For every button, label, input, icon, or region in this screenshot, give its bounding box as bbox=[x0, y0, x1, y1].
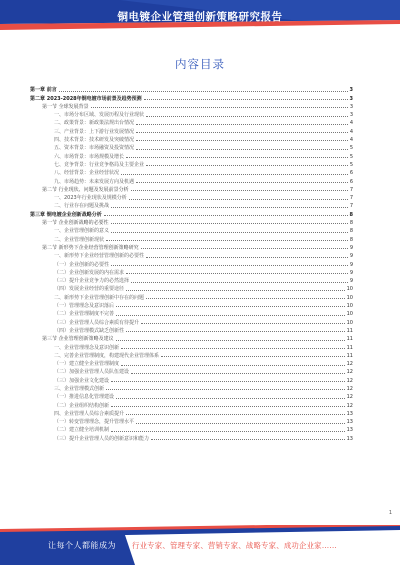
toc-leader-dots bbox=[116, 398, 345, 399]
toc-entry-page: 6 bbox=[349, 170, 353, 177]
toc-entry-label: 第二节 新形势下企业经营管理创新策略研究 bbox=[42, 244, 139, 251]
toc-entry[interactable] bbox=[30, 284, 353, 292]
toc-entry[interactable] bbox=[30, 143, 353, 151]
toc-leader-dots bbox=[111, 381, 345, 382]
toc-entry[interactable] bbox=[30, 317, 353, 325]
toc-entry[interactable] bbox=[30, 326, 353, 334]
toc-entry[interactable] bbox=[30, 126, 353, 134]
toc-entry-page: 4 bbox=[349, 137, 353, 144]
toc-entry-page: 7 bbox=[349, 186, 353, 193]
toc-entry-label: （四）发展企业经营的重要途径 bbox=[54, 286, 125, 293]
toc-entry[interactable] bbox=[30, 135, 353, 143]
toc-entry-page: 3 bbox=[349, 103, 353, 110]
toc-entry-label: （一）推进信息化管理建设 bbox=[54, 394, 115, 401]
toc-entry-label: （一）转变管理理念，提升管理水平 bbox=[54, 419, 135, 426]
toc-entry-page: 12 bbox=[346, 394, 353, 401]
toc-entry-page: 13 bbox=[346, 410, 353, 417]
toc-entry-label: （一）企业创新的必要性 bbox=[54, 261, 110, 268]
toc-leader-dots bbox=[146, 116, 348, 117]
toc-entry[interactable] bbox=[30, 201, 353, 209]
toc-entry[interactable] bbox=[30, 392, 353, 400]
toc-entry-label: 一、新形势下企业经营管理创新的必要性 bbox=[54, 253, 145, 260]
toc-entry-page: 13 bbox=[346, 435, 353, 442]
toc-entry[interactable] bbox=[30, 359, 353, 367]
toc-entry-label: 二、行业存在问题及挑战 bbox=[54, 203, 110, 210]
table-of-contents bbox=[30, 85, 353, 442]
toc-entry[interactable] bbox=[30, 384, 353, 392]
toc-entry-label: 二、完善企业管理制度，构建现代企业管理体系 bbox=[54, 352, 160, 359]
toc-entry[interactable] bbox=[30, 218, 353, 226]
toc-entry[interactable] bbox=[30, 276, 353, 284]
toc-entry[interactable] bbox=[30, 93, 353, 101]
toc-entry-label: 八、经营背景：企业经营状况 bbox=[54, 170, 120, 177]
toc-entry[interactable] bbox=[30, 168, 353, 176]
toc-entry-page: 10 bbox=[346, 286, 353, 293]
toc-entry[interactable] bbox=[30, 151, 353, 159]
toc-entry-label: 第二节 行业现状、问题及发展前景分析 bbox=[42, 186, 129, 193]
toc-leader-dots bbox=[126, 290, 345, 291]
toc-entry-page: 8 bbox=[349, 211, 353, 218]
toc-leader-dots bbox=[131, 282, 348, 283]
toc-entry[interactable] bbox=[30, 367, 353, 375]
toc-entry-label: （三）企业管理人员综合素质有待提升 bbox=[54, 319, 140, 326]
toc-entry-label: （三）提升企业竞争力的必然选择 bbox=[54, 278, 130, 285]
toc-entry[interactable] bbox=[30, 351, 353, 359]
toc-entry[interactable] bbox=[30, 292, 353, 300]
toc-entry-page: 11 bbox=[346, 344, 353, 351]
toc-entry[interactable] bbox=[30, 160, 353, 168]
toc-leader-dots bbox=[106, 389, 345, 390]
toc-entry-page: 9 bbox=[349, 269, 353, 276]
toc-leader-dots bbox=[126, 157, 348, 158]
toc-entry-label: （二）建立健全培训机制 bbox=[54, 427, 110, 434]
toc-entry-label: 一、市场分布区域、发展历程及行业现状 bbox=[54, 112, 145, 119]
toc-entry-label: 二、企业管理创新现状 bbox=[54, 236, 105, 243]
report-title: 铜电镀企业管理创新策略研究报告 bbox=[117, 11, 283, 23]
toc-entry[interactable] bbox=[30, 334, 353, 342]
toc-entry-page: 8 bbox=[349, 228, 353, 235]
toc-entry-label: （三）加强企业文化建设 bbox=[54, 377, 110, 384]
toc-entry-label: （二）企业创新发展的内在需求 bbox=[54, 269, 125, 276]
toc-entry-page: 12 bbox=[346, 377, 353, 384]
toc-entry[interactable] bbox=[30, 425, 353, 433]
toc-leader-dots bbox=[136, 149, 348, 150]
toc-entry[interactable] bbox=[30, 417, 353, 425]
toc-entry-page: 7 bbox=[349, 203, 353, 210]
toc-entry-label: 三、产业背景：上下游行业发展情况 bbox=[54, 128, 135, 135]
toc-entry[interactable] bbox=[30, 176, 353, 184]
toc-entry-page: 9 bbox=[349, 244, 353, 251]
toc-entry[interactable] bbox=[30, 375, 353, 383]
toc-entry-page: 11 bbox=[346, 327, 353, 334]
toc-entry-page: 12 bbox=[346, 369, 353, 376]
toc-leader-dots bbox=[151, 439, 345, 440]
toc-leader-dots bbox=[146, 298, 345, 299]
toc-entry-page: 12 bbox=[346, 385, 353, 392]
toc-entry-label: 九、市场趋势：未来发展方向及机遇 bbox=[54, 178, 135, 185]
toc-entry-page: 8 bbox=[349, 236, 353, 243]
toc-entry[interactable] bbox=[30, 268, 353, 276]
toc-entry-label: 第一节 企业创新战略的必要性 bbox=[42, 220, 109, 227]
toc-leader-dots bbox=[111, 406, 345, 407]
toc-entry-label: 第三节 企业管理创新策略及建议 bbox=[42, 336, 114, 343]
toc-entry-page: 6 bbox=[349, 178, 353, 185]
toc-entry-page: 9 bbox=[349, 261, 353, 268]
toc-entry-label: （三）提升企业管理人员的创新意识和能力 bbox=[54, 435, 150, 442]
toc-leader-dots bbox=[116, 315, 345, 316]
toc-entry[interactable] bbox=[30, 433, 353, 441]
toc-leader-dots bbox=[91, 107, 348, 108]
toc-entry-page: 8 bbox=[349, 220, 353, 227]
toc-entry-page: 4 bbox=[349, 120, 353, 127]
toc-leader-dots bbox=[141, 248, 348, 249]
toc-entry-label: 二、新形势下企业管理创新中存在的问题 bbox=[54, 294, 145, 301]
toc-entry[interactable] bbox=[30, 185, 353, 193]
toc-entry-page: 10 bbox=[346, 319, 353, 326]
toc-leader-dots bbox=[136, 182, 348, 183]
toc-entry[interactable] bbox=[30, 85, 353, 93]
toc-entry[interactable] bbox=[30, 110, 353, 118]
toc-entry-label: 第三章 铜电镀企业创新战略分析 bbox=[30, 211, 102, 218]
toc-entry-page: 3 bbox=[349, 87, 353, 94]
page-footer bbox=[0, 525, 400, 565]
toc-entry-page: 7 bbox=[349, 195, 353, 202]
toc-leader-dots bbox=[59, 91, 348, 92]
footer-slogan-left: 让每个人都能成为 bbox=[48, 541, 116, 550]
toc-entry-label: 四、企业管理人员综合素质提升 bbox=[54, 410, 125, 417]
toc-entry-page: 9 bbox=[349, 253, 353, 260]
toc-leader-dots bbox=[146, 257, 348, 258]
toc-entry-label: 第一章 前言 bbox=[30, 87, 57, 94]
toc-entry[interactable] bbox=[30, 234, 353, 242]
toc-entry-label: 二、政策背景：新政策法规出台情况 bbox=[54, 120, 135, 127]
toc-leader-dots bbox=[111, 207, 348, 208]
toc-entry[interactable] bbox=[30, 259, 353, 267]
toc-leader-dots bbox=[144, 99, 348, 100]
toc-entry-page: 13 bbox=[346, 419, 353, 426]
toc-entry-page: 11 bbox=[346, 336, 353, 343]
toc-entry-label: 一、2023年行业现状及规模分析 bbox=[54, 195, 127, 202]
toc-entry-label: 五、资本背景：市场融资及投资情况 bbox=[54, 145, 135, 152]
toc-leader-dots bbox=[116, 306, 345, 307]
toc-leader-dots bbox=[126, 414, 345, 415]
toc-entry-label: 四、技术背景：技术研发及突破情况 bbox=[54, 137, 135, 144]
toc-entry-label: （二）企业管理制度不完善 bbox=[54, 311, 115, 318]
toc-entry-label: 第一节 全球发展背景 bbox=[42, 103, 89, 110]
toc-entry-page: 3 bbox=[349, 95, 353, 102]
toc-entry[interactable] bbox=[30, 193, 353, 201]
toc-entry-label: （一）管理理念及意识落后 bbox=[54, 303, 115, 310]
toc-leader-dots bbox=[131, 190, 348, 191]
toc-entry[interactable] bbox=[30, 301, 353, 309]
toc-entry-label: 一、企业管理理念及意识创新 bbox=[54, 344, 120, 351]
toc-entry-page: 10 bbox=[346, 303, 353, 310]
toc-leader-dots bbox=[129, 199, 348, 200]
toc-leader-dots bbox=[111, 431, 345, 432]
toc-entry-page: 12 bbox=[346, 361, 353, 368]
toc-leader-dots bbox=[136, 423, 345, 424]
toc-entry-page: 4 bbox=[349, 128, 353, 135]
toc-entry-page: 13 bbox=[346, 427, 353, 434]
toc-entry[interactable] bbox=[30, 309, 353, 317]
page-header bbox=[0, 0, 400, 32]
toc-entry[interactable] bbox=[30, 209, 353, 217]
toc-entry-label: （二）加强企业管理人员队伍建设 bbox=[54, 369, 130, 376]
toc-entry-label: 三、企业管理模式创新 bbox=[54, 385, 105, 392]
toc-leader-dots bbox=[121, 174, 348, 175]
toc-leader-dots bbox=[111, 265, 348, 266]
toc-entry-label: 第二章 2023-2028年铜电镀市场前景及趋势预测 bbox=[30, 95, 142, 102]
toc-entry[interactable] bbox=[30, 102, 353, 110]
toc-entry-page: 5 bbox=[349, 145, 353, 152]
toc-leader-dots bbox=[136, 140, 348, 141]
toc-leader-dots bbox=[121, 365, 345, 366]
toc-leader-dots bbox=[104, 215, 348, 216]
toc-leader-dots bbox=[126, 273, 348, 274]
toc-entry-page: 10 bbox=[346, 294, 353, 301]
toc-entry-label: （一）建立健全企业管理制度 bbox=[54, 361, 120, 368]
toc-entry[interactable] bbox=[30, 400, 353, 408]
toc-entry-page: 5 bbox=[349, 153, 353, 160]
footer-slogan-right: 行业专家、管理专家、营销专家、战略专家、成功企业家…… bbox=[132, 541, 337, 550]
toc-entry-page: 10 bbox=[346, 311, 353, 318]
toc-entry[interactable] bbox=[30, 118, 353, 126]
toc-entry-label: 七、竞争背景：行业竞争格局及主要企业 bbox=[54, 161, 145, 168]
toc-entry-label: （二）企业组织结构创新 bbox=[54, 402, 110, 409]
toc-entry-label: （四）企业管理模式缺乏创新性 bbox=[54, 327, 125, 334]
toc-entry-label: 六、市场背景：市场规模及增长 bbox=[54, 153, 125, 160]
toc-leader-dots bbox=[116, 340, 345, 341]
toc-leader-dots bbox=[121, 348, 345, 349]
toc-leader-dots bbox=[106, 240, 348, 241]
toc-entry-page: 3 bbox=[349, 112, 353, 119]
toc-leader-dots bbox=[146, 165, 348, 166]
toc-entry-page: 5 bbox=[349, 161, 353, 168]
toc-entry-page: 9 bbox=[349, 278, 353, 285]
toc-leader-dots bbox=[111, 223, 348, 224]
toc-entry-page: 11 bbox=[346, 352, 353, 359]
toc-entry[interactable] bbox=[30, 251, 353, 259]
toc-entry-page: 12 bbox=[346, 402, 353, 409]
toc-leader-dots bbox=[136, 132, 348, 133]
toc-leader-dots bbox=[111, 232, 348, 233]
toc-entry[interactable] bbox=[30, 342, 353, 350]
toc-title: 内容目录 bbox=[175, 57, 225, 71]
toc-leader-dots bbox=[131, 373, 345, 374]
toc-entry[interactable] bbox=[30, 226, 353, 234]
toc-leader-dots bbox=[126, 331, 345, 332]
toc-entry[interactable] bbox=[30, 409, 353, 417]
toc-entry[interactable] bbox=[30, 243, 353, 251]
toc-entry-label: 一、企业管理创新的意义 bbox=[54, 228, 110, 235]
toc-leader-dots bbox=[141, 323, 345, 324]
toc-leader-dots bbox=[136, 124, 348, 125]
toc-leader-dots bbox=[161, 356, 345, 357]
page-number: 1 bbox=[388, 510, 392, 516]
